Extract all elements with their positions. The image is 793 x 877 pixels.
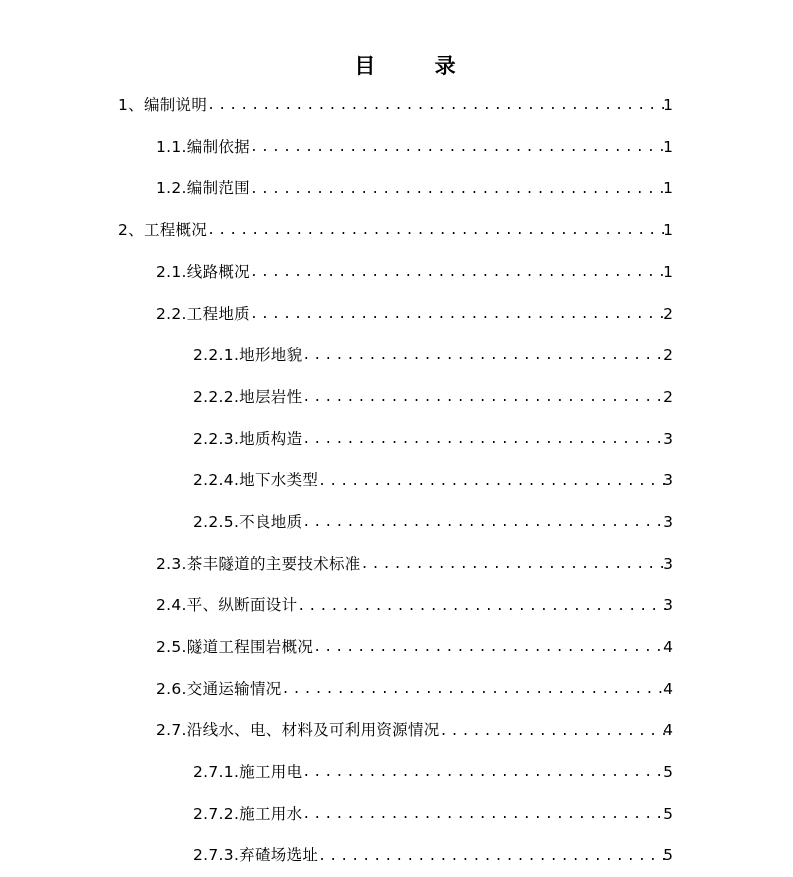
toc-entry[interactable] (0, 752, 793, 794)
toc-page-number: 2 (663, 387, 673, 406)
toc-entry[interactable] (0, 794, 793, 836)
toc-entry[interactable] (0, 710, 793, 752)
toc-entry[interactable] (0, 585, 793, 627)
toc-dot-leader (250, 308, 667, 321)
toc-dot-leader (207, 99, 667, 112)
toc-dot-leader (302, 349, 667, 362)
toc-entry-text: 1.2.编制范围 (156, 179, 250, 198)
toc-entry[interactable] (0, 502, 793, 544)
toc-entry-text: 2.3.茶丰隧道的主要技术标准 (156, 554, 361, 573)
toc-entry-text: 2.2.4.地下水类型 (193, 471, 319, 490)
toc-page-number: 4 (663, 679, 673, 698)
toc-entry[interactable] (0, 293, 793, 335)
toc-dot-leader (250, 266, 667, 279)
toc-entry[interactable] (0, 168, 793, 210)
toc-dot-leader (361, 558, 667, 571)
toc-entry-text: 2.5.隧道工程围岩概况 (156, 638, 314, 657)
toc-entry-text: 1.1.编制依据 (156, 137, 250, 156)
toc-entry-text: 2.4.平、纵断面设计 (156, 596, 298, 615)
toc-entry-text: 2.2.3.地质构造 (193, 429, 303, 448)
toc-page-number: 1 (663, 262, 673, 281)
toc-entry[interactable] (0, 460, 793, 502)
toc-dot-leader (302, 391, 667, 404)
toc-entry[interactable] (0, 627, 793, 669)
toc-entry-text: 2.7.2.施工用水 (193, 804, 303, 823)
toc-entry-text: 1、编制说明 (118, 96, 208, 115)
toc-dot-leader (297, 600, 667, 613)
toc-dot-leader (302, 766, 667, 779)
toc-entry[interactable] (0, 85, 793, 127)
toc-dot-leader (440, 725, 667, 738)
toc-dot-leader (302, 433, 667, 446)
toc-page-number: 5 (663, 763, 673, 782)
toc-entry-text: 2.2.5.不良地质 (193, 512, 303, 531)
toc-page-number: 5 (663, 804, 673, 823)
toc-dot-leader (318, 475, 667, 488)
toc-page-number: 5 (663, 846, 673, 865)
toc-entry-text: 2.7.3.弃碴场选址 (193, 846, 319, 865)
toc-entry-text: 2.6.交通运输情况 (156, 679, 282, 698)
toc-dot-leader (313, 641, 667, 654)
toc-dot-leader (250, 183, 667, 196)
toc-dot-leader (302, 516, 667, 529)
toc-entry-text: 2.7.1.施工用电 (193, 763, 303, 782)
toc-dot-leader (282, 683, 667, 696)
toc-dot-leader (318, 850, 667, 863)
toc-page-number: 4 (663, 638, 673, 657)
toc-page-number: 2 (663, 304, 673, 323)
toc-entry[interactable] (0, 544, 793, 586)
toc-entry[interactable] (0, 835, 793, 877)
toc-dot-leader (207, 224, 667, 237)
toc-entry[interactable] (0, 210, 793, 252)
toc-entry-text: 2.2.2.地层岩性 (193, 387, 303, 406)
toc-page-number: 1 (663, 179, 673, 198)
toc-page-number: 4 (663, 721, 673, 740)
toc-entry-text: 2.7.沿线水、电、材料及可利用资源情况 (156, 721, 440, 740)
toc-entry[interactable] (0, 419, 793, 461)
toc-page-number: 1 (663, 221, 673, 240)
toc-page-number: 3 (663, 512, 673, 531)
toc-entry[interactable] (0, 335, 793, 377)
toc-entry[interactable] (0, 377, 793, 419)
toc-page-number: 1 (663, 96, 673, 115)
toc-dot-leader (302, 808, 667, 821)
toc-page-number: 3 (663, 596, 673, 615)
toc-entry-text: 2.2.工程地质 (156, 304, 250, 323)
toc-page-number: 3 (663, 471, 673, 490)
toc-dot-leader (250, 141, 667, 154)
toc-entry-text: 2.2.1.地形地貌 (193, 346, 303, 365)
toc-title: 目 录 (354, 54, 482, 78)
toc-entry-text: 2.1.线路概况 (156, 262, 250, 281)
toc-entry[interactable] (0, 669, 793, 711)
toc-page-number: 1 (663, 137, 673, 156)
toc-page-number: 3 (663, 554, 673, 573)
toc-entry[interactable] (0, 252, 793, 294)
toc-page-number: 3 (663, 429, 673, 448)
toc-page-number: 2 (663, 346, 673, 365)
toc-entry[interactable] (0, 127, 793, 169)
table-of-contents (0, 85, 793, 877)
toc-entry-text: 2、工程概况 (118, 221, 208, 240)
